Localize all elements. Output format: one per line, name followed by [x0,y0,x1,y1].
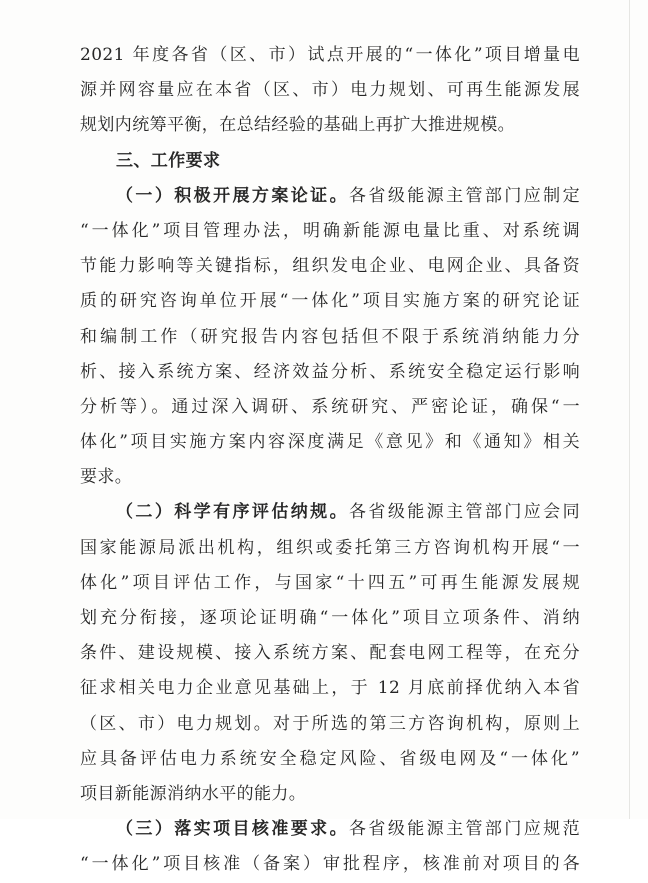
paragraph-line: 析、接入系统方案、经济效益分析、系统安全稳定运行影响 [80,361,580,382]
paragraph-lead-title: （二）科学有序评估纳规。 [116,502,349,523]
paragraph-lead-title: （一）积极开展方案论证。 [116,185,349,206]
paragraph-first-line [80,495,580,530]
paragraph-line: 划充分衔接，逐项论证明确“一体化”项目立项条件、消纳 [80,608,580,628]
paragraph-line: 应具备评估电力系统安全稳定风险、省级电网及“一体化” [80,748,580,769]
paragraph-lead-text: 各省级能源主管部门应会同 [349,502,580,523]
paragraph-line: 质的研究咨询单位开展“一体化”项目实施方案的研究论证 [80,291,580,312]
paragraph-line: 源并网容量应在本省（区、市）电力规划、可再生能源发展 [80,80,580,101]
paragraph-first-line [80,179,580,214]
paragraph-lead-title: （三）落实项目核准要求。 [116,819,349,840]
section-heading: 三、工作要求 [116,150,221,171]
paragraph-line: 国家能源局派出机构，组织或委托第三方咨询机构开展“一 [80,537,580,558]
document-body [80,38,580,883]
paragraph-lead-text: 各省级能源主管部门应规范 [349,819,580,840]
paragraph-line: 体化”项目实施方案内容深度满足《意见》和《通知》相关 [80,432,580,453]
paragraph-last-line: 要求。 [80,467,133,488]
paragraph-line: 条件、建设规模、接入系统方案、配套电网工程等，在充分 [80,643,580,664]
paragraph-line: 2021 年度各省（区、市）试点开展的“一体化”项目增量电 [80,45,580,65]
paragraph-first-line [80,812,580,847]
paragraph-line: “一体化”项目核准（备案）审批程序，核准前对项目的各 [80,854,580,875]
paragraph-line: 分析等）。通过深入调研、系统研究、严密论证，确保“一 [80,396,580,417]
paragraph-last-line: 项目新能源消纳水平的能力。 [80,783,307,804]
paragraph-line: 节能力影响等关键指标，组织发电企业、电网企业、具备资 [80,256,580,277]
page-fold-shadow [629,0,630,819]
paragraph-line: 和编制工作（研究报告内容包括但不限于系统消纳能力分 [80,326,580,347]
paragraph-last-line: 规划内统筹平衡，在总结经验的基础上再扩大推进规模。 [80,115,515,136]
paragraph-line: “一体化”项目管理办法，明确新能源电量比重、对系统调 [80,220,580,241]
paragraph-lead-text: 各省级能源主管部门应制定 [349,185,580,206]
paragraph-line: （区、市）电力规划。对于所选的第三方咨询机构，原则上 [80,713,580,734]
paragraph-line: 体化”项目评估工作，与国家“十四五”可再生能源发展规 [80,572,580,593]
paragraph-line: 征求相关电力企业意见基础上，于 12 月底前择优纳入本省 [80,678,580,699]
